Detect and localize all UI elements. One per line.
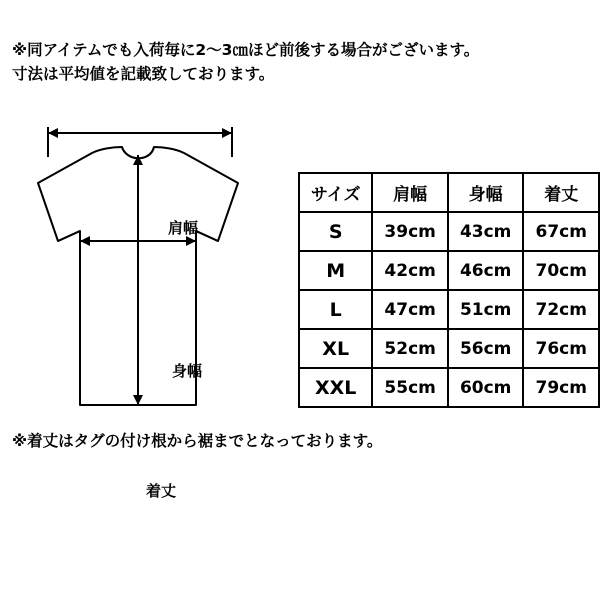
cell-chest: 43cm	[448, 212, 524, 251]
cell-length: 72cm	[523, 290, 599, 329]
table-row	[299, 251, 599, 290]
table-row	[299, 329, 599, 368]
header-length: 着丈	[523, 173, 599, 212]
table-row	[299, 212, 599, 251]
cell-size: XL	[299, 329, 372, 368]
shoulder-label: 肩幅	[168, 219, 199, 237]
cell-length: 67cm	[523, 212, 599, 251]
cell-chest: 46cm	[448, 251, 524, 290]
cell-length: 76cm	[523, 329, 599, 368]
length-label: 着丈	[146, 482, 177, 500]
chest-label: 身幅	[172, 362, 203, 380]
bottom-note: ※着丈はタグの付け根から裾までとなっております。	[12, 432, 383, 450]
header-size: サイズ	[299, 173, 372, 212]
top-note-line-2: 寸法は平均値を記載致しております。	[12, 65, 275, 84]
cell-size: L	[299, 290, 372, 329]
size-table	[298, 172, 600, 408]
size-table-head	[299, 173, 599, 212]
cell-shoulder: 52cm	[372, 329, 448, 368]
cell-size: M	[299, 251, 372, 290]
cell-size: S	[299, 212, 372, 251]
cell-shoulder: 55cm	[372, 368, 448, 407]
cell-chest: 56cm	[448, 329, 524, 368]
table-header-row	[299, 173, 599, 212]
cell-shoulder: 47cm	[372, 290, 448, 329]
cell-shoulder: 39cm	[372, 212, 448, 251]
tshirt-illustration	[0, 105, 290, 425]
shoulder-measure-line	[48, 127, 232, 157]
top-note	[12, 38, 592, 86]
header-shoulder: 肩幅	[372, 173, 448, 212]
size-table-wrapper	[298, 172, 600, 408]
size-table-body	[299, 212, 599, 407]
cell-chest: 51cm	[448, 290, 524, 329]
cell-length: 79cm	[523, 368, 599, 407]
cell-length: 70cm	[523, 251, 599, 290]
header-chest: 身幅	[448, 173, 524, 212]
table-row	[299, 290, 599, 329]
top-note-line-1: ※同アイテムでも入荷毎に2～3㎝ほど前後する場合がございます。	[12, 41, 480, 59]
cell-chest: 60cm	[448, 368, 524, 407]
cell-size: XXL	[299, 368, 372, 407]
cell-shoulder: 42cm	[372, 251, 448, 290]
table-row	[299, 368, 599, 407]
